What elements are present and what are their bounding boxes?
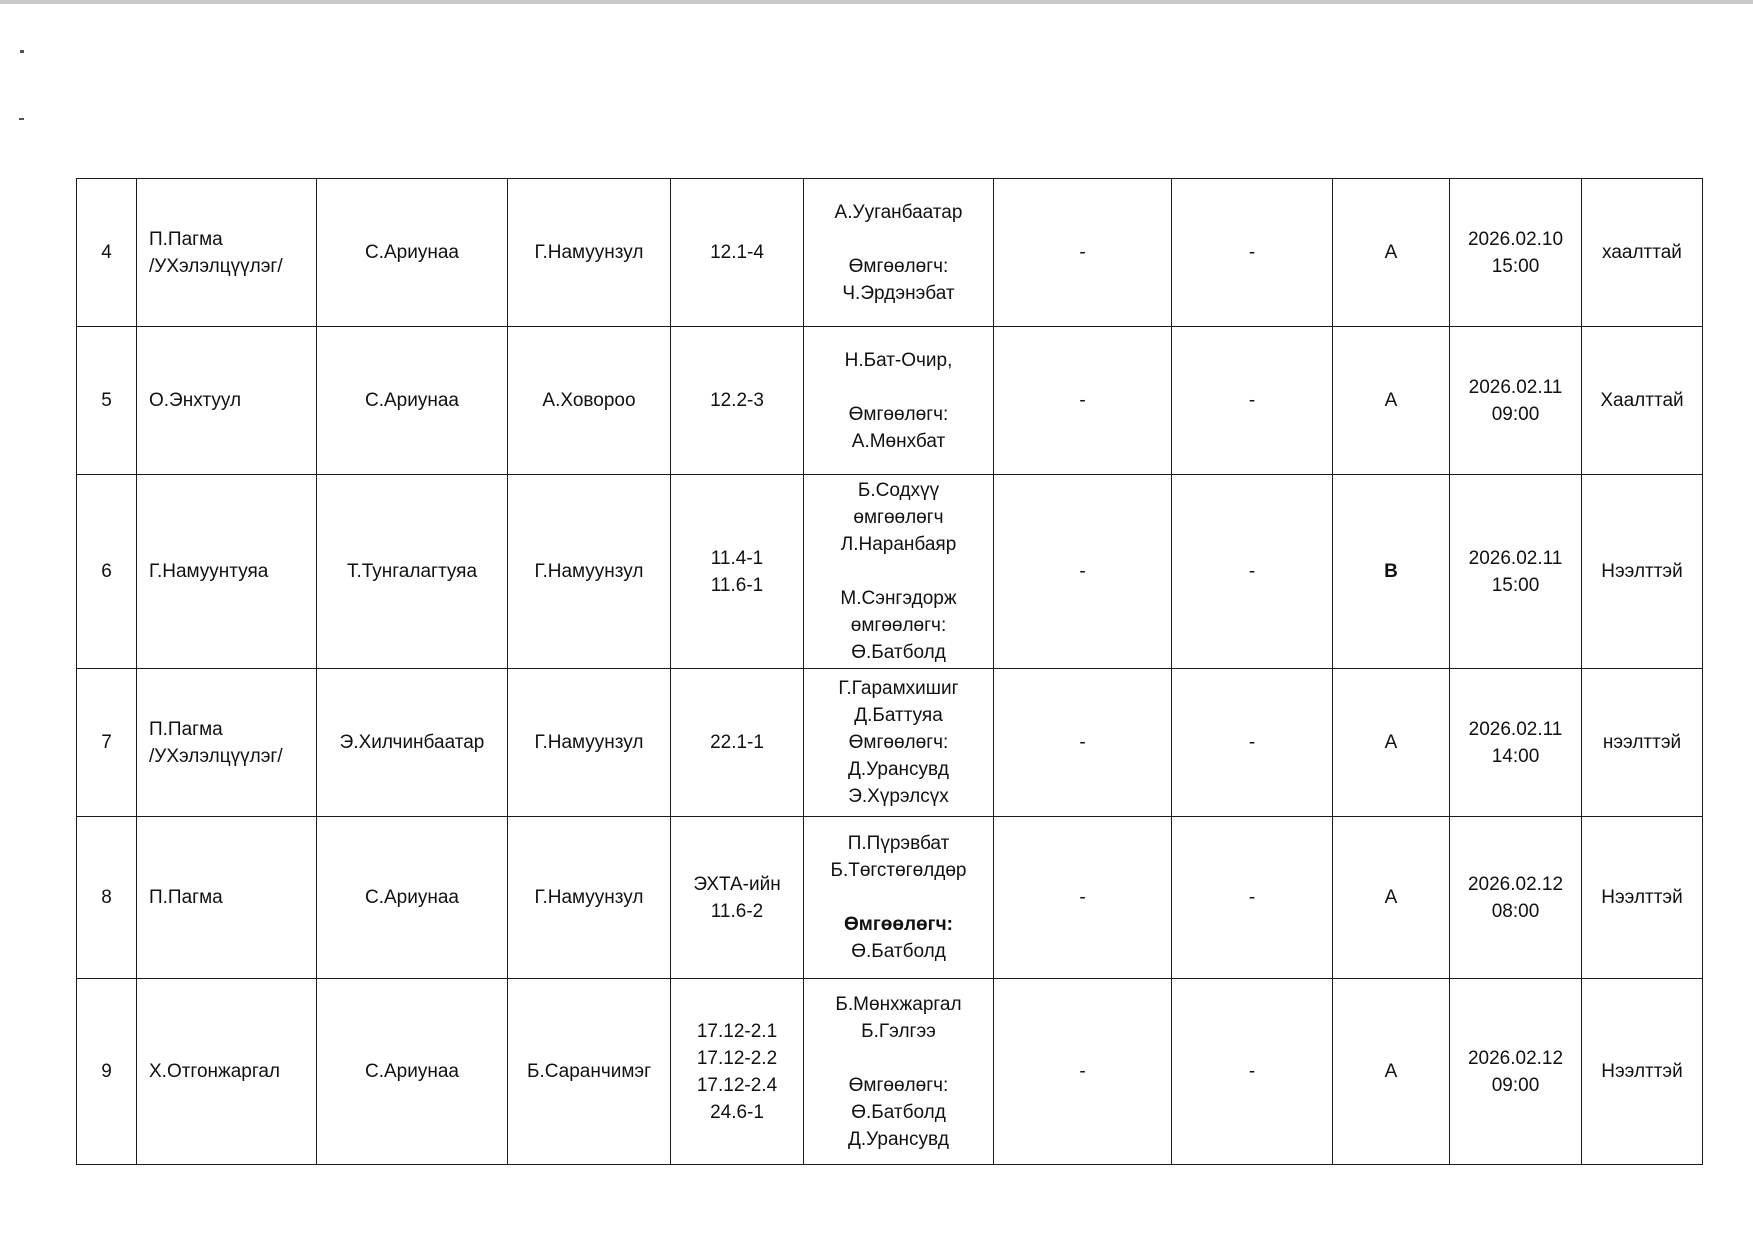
schedule-table <box>76 178 1703 1165</box>
participant-line: Л.Наранбаяр <box>840 534 957 555</box>
participant-line: Д.Урансувд <box>848 1128 949 1150</box>
participant-line: Өмгөөлөгч: <box>848 403 949 425</box>
datetime-cell <box>1450 979 1582 1165</box>
table-row <box>77 475 1703 669</box>
participant-line: Ө.Батболд <box>851 941 946 962</box>
presiding-judge-line: П.Пагма <box>149 718 223 740</box>
datetime-cell <box>1450 669 1582 817</box>
participant-line: Өмгөөлөгч: <box>844 914 953 935</box>
presiding-judge-line: Х.Отгонжаргал <box>149 1061 281 1082</box>
dash-cell: - <box>1172 669 1333 817</box>
participant-line: Г.Гарамхишиг <box>838 678 959 699</box>
date-text: 2026.02.12 <box>1467 1047 1564 1069</box>
participant-line: өмгөөлөгч: <box>850 615 947 636</box>
participant-line: Н.Бат-Очир, <box>844 349 953 371</box>
scan-speck <box>19 118 24 120</box>
dash-cell: - <box>994 979 1172 1165</box>
participants-cell <box>804 817 994 979</box>
judge-cell: Т.Тунгалагтуяа <box>317 475 508 669</box>
judge-cell: С.Ариунаа <box>317 327 508 475</box>
participant-line: М.Сэнгэдорж <box>840 588 957 609</box>
participant-line <box>808 884 989 911</box>
code-line: 17.12-2.4 <box>696 1074 778 1096</box>
participant-line: Ч.Эрдэнэбат <box>842 282 955 304</box>
time-text: 09:00 <box>1491 403 1540 425</box>
participant-line <box>808 374 989 401</box>
presiding-judge-cell <box>137 669 317 817</box>
code-line: 17.12-2.1 <box>696 1020 778 1042</box>
datetime-cell <box>1450 179 1582 327</box>
presiding-judge-line: /УХэлэлцүүлэг/ <box>149 745 283 767</box>
participant-line: Б.Гэлгээ <box>861 1020 936 1042</box>
code-cell <box>671 817 804 979</box>
dash-cell: - <box>1172 179 1333 327</box>
judge-cell: Э.Хилчинбаатар <box>317 669 508 817</box>
grade-cell: В <box>1333 475 1450 669</box>
time-text: 15:00 <box>1491 574 1540 596</box>
row-number: 8 <box>77 817 137 979</box>
participant-line: Д.Баттуяа <box>854 705 943 726</box>
dash-cell: - <box>1172 817 1333 979</box>
dash-cell: - <box>1172 979 1333 1165</box>
presiding-judge-cell <box>137 179 317 327</box>
participant-line: А.Мөнхбат <box>851 430 946 452</box>
participants-cell <box>804 327 994 475</box>
participant-line <box>808 558 989 585</box>
code-line: ЭХТА-ийн <box>693 873 781 895</box>
dash-cell: - <box>994 817 1172 979</box>
status-cell: Нээлттэй <box>1582 817 1703 979</box>
date-text: 2026.02.11 <box>1468 376 1563 398</box>
code-line: 11.4-1 <box>710 547 764 569</box>
code-line: 12.2-3 <box>710 390 764 411</box>
scan-speck <box>20 50 24 53</box>
datetime-cell <box>1450 475 1582 669</box>
code-cell <box>671 179 804 327</box>
participant-line: өмгөөлөгч <box>853 507 944 528</box>
code-cell <box>671 979 804 1165</box>
dash-cell: - <box>994 669 1172 817</box>
time-text: 14:00 <box>1491 745 1540 767</box>
presiding-judge-line: /УХэлэлцүүлэг/ <box>149 255 283 277</box>
dash-cell: - <box>1172 327 1333 475</box>
dash-cell: - <box>994 179 1172 327</box>
time-text: 15:00 <box>1491 255 1540 277</box>
grade-cell: А <box>1333 817 1450 979</box>
status-cell: Нээлттэй <box>1582 979 1703 1165</box>
participant-line: Д.Урансувд <box>848 759 949 780</box>
code-line: 22.1-1 <box>710 732 764 753</box>
presiding-judge-line: О.Энхтуул <box>149 390 242 411</box>
grade-cell: А <box>1333 669 1450 817</box>
dash-cell: - <box>994 327 1172 475</box>
secretary-cell: Г.Намуунзул <box>508 475 671 669</box>
presiding-judge-cell <box>137 979 317 1165</box>
participants-cell <box>804 979 994 1165</box>
participant-line: П.Пүрэвбат <box>847 833 950 854</box>
code-line: 11.6-1 <box>710 574 764 596</box>
participant-line: Өмгөөлөгч: <box>848 255 949 277</box>
judge-cell: С.Ариунаа <box>317 979 508 1165</box>
row-number: 4 <box>77 179 137 327</box>
participant-line: Өмгөөлөгч: <box>848 1074 949 1096</box>
grade-cell: А <box>1333 979 1450 1165</box>
secretary-cell: Г.Намуунзул <box>508 179 671 327</box>
code-line: 17.12-2.2 <box>696 1047 778 1069</box>
participant-line: Б.Төгстөгөлдөр <box>830 860 967 881</box>
status-cell: хаалттай <box>1582 179 1703 327</box>
participant-line <box>808 226 989 253</box>
participants-cell <box>804 475 994 669</box>
participant-line: А.Ууганбаатар <box>834 201 963 223</box>
datetime-cell <box>1450 327 1582 475</box>
table-row <box>77 817 1703 979</box>
row-number: 7 <box>77 669 137 817</box>
date-text: 2026.02.12 <box>1467 873 1564 895</box>
table-row <box>77 669 1703 817</box>
row-number: 9 <box>77 979 137 1165</box>
date-text: 2026.02.10 <box>1467 228 1564 250</box>
presiding-judge-cell <box>137 327 317 475</box>
status-cell: Нээлттэй <box>1582 475 1703 669</box>
code-line: 11.6-2 <box>710 900 764 922</box>
presiding-judge-line: П.Пагма <box>149 887 223 908</box>
table-row <box>77 327 1703 475</box>
participants-cell <box>804 669 994 817</box>
participant-line: Өмгөөлөгч: <box>848 732 949 753</box>
secretary-cell: А.Ховороо <box>508 327 671 475</box>
code-cell <box>671 327 804 475</box>
presiding-judge-cell <box>137 817 317 979</box>
dash-cell: - <box>1172 475 1333 669</box>
row-number: 5 <box>77 327 137 475</box>
scan-top-edge <box>0 0 1753 4</box>
dash-cell: - <box>994 475 1172 669</box>
date-text: 2026.02.11 <box>1468 718 1563 740</box>
secretary-cell: Б.Саранчимэг <box>508 979 671 1165</box>
status-cell: нээлттэй <box>1582 669 1703 817</box>
grade-cell: А <box>1333 179 1450 327</box>
presiding-judge-line: Г.Намуунтуяа <box>149 561 269 582</box>
participant-line: Б.Содхүү <box>857 480 940 501</box>
presiding-judge-cell <box>137 475 317 669</box>
secretary-cell: Г.Намуунзул <box>508 669 671 817</box>
participant-line: Э.Хүрэлсүх <box>848 786 949 807</box>
participant-line <box>808 1045 989 1072</box>
table-row <box>77 979 1703 1165</box>
judge-cell: С.Ариунаа <box>317 817 508 979</box>
date-text: 2026.02.11 <box>1468 547 1563 569</box>
code-cell <box>671 475 804 669</box>
grade-cell: А <box>1333 327 1450 475</box>
code-line: 24.6-1 <box>710 1101 764 1123</box>
row-number: 6 <box>77 475 137 669</box>
table-row <box>77 179 1703 327</box>
participant-line: Б.Мөнхжаргал <box>835 993 962 1015</box>
code-cell <box>671 669 804 817</box>
participant-line: Ө.Батболд <box>851 1101 946 1123</box>
datetime-cell <box>1450 817 1582 979</box>
presiding-judge-line: П.Пагма <box>149 228 223 250</box>
status-cell: Хаалттай <box>1582 327 1703 475</box>
secretary-cell: Г.Намуунзул <box>508 817 671 979</box>
code-line: 12.1-4 <box>710 242 764 263</box>
participants-cell <box>804 179 994 327</box>
time-text: 08:00 <box>1491 900 1540 922</box>
participant-line: Ө.Батболд <box>851 642 946 663</box>
time-text: 09:00 <box>1491 1074 1540 1096</box>
judge-cell: С.Ариунаа <box>317 179 508 327</box>
